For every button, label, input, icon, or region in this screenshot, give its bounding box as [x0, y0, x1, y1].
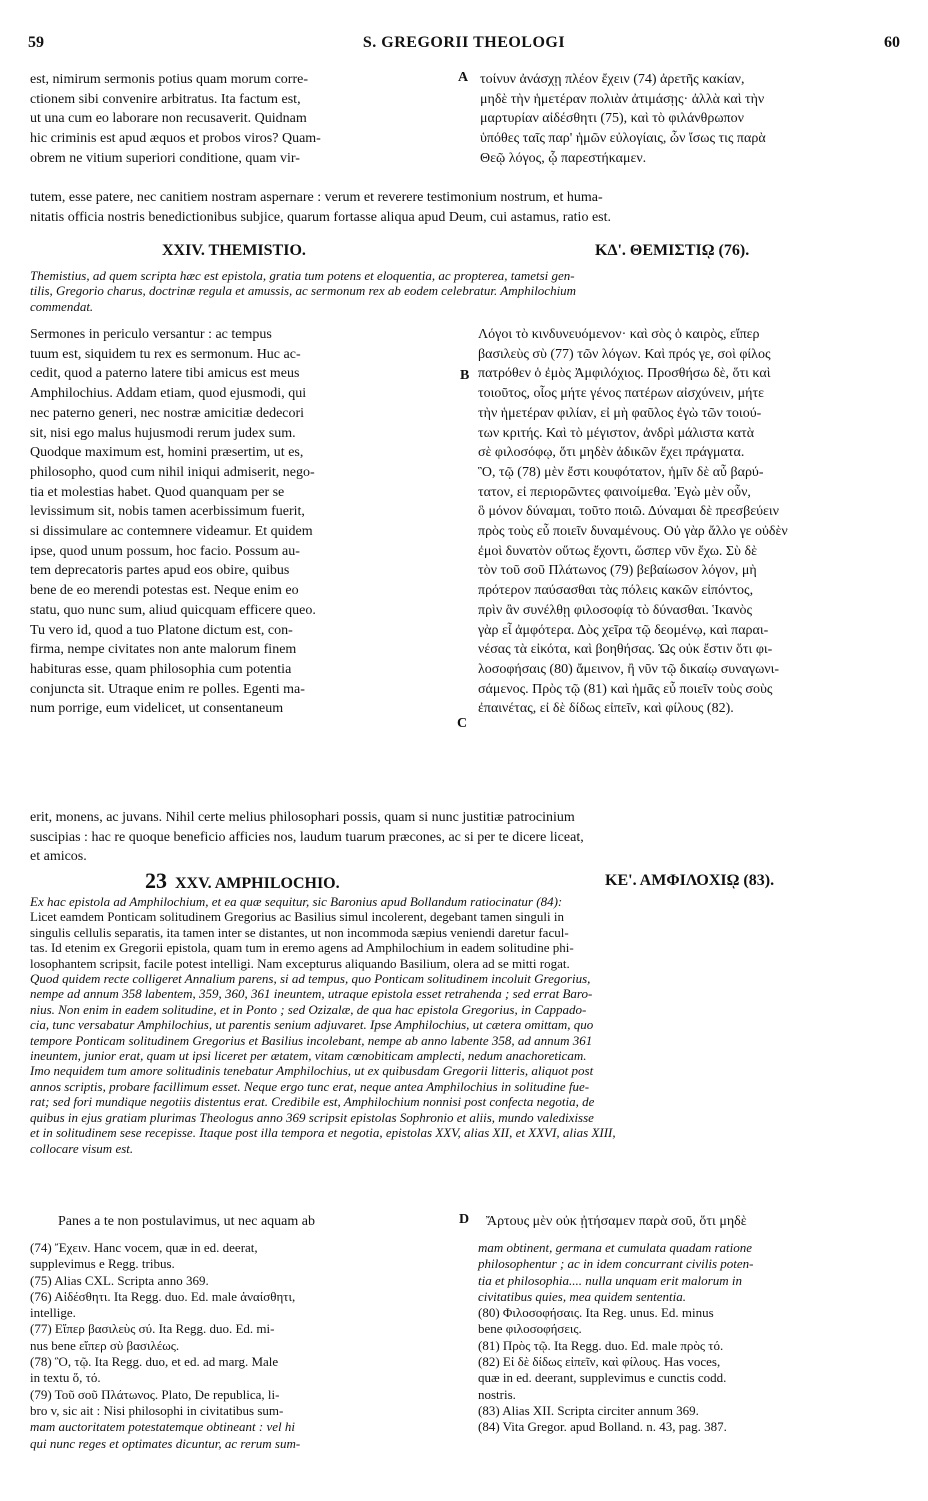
epistle-25-title-latin [145, 868, 340, 894]
text-line: commendat. [30, 298, 94, 314]
text-line: tilis, Gregorio charus, doctrinæ regula et amussis, ac sermonum rex ab eodem celebratur. Amphilochium [30, 283, 577, 299]
text-line: bene de eo merendi potestas est. Neque enim eo [30, 583, 299, 599]
footnote-line: mam auctoritatem potestatemque obtineant : vel hi [30, 1419, 296, 1435]
footnote-line: (77) Εἴπερ βασιλεὺς σύ. Ita Regg. duo. Ed. mi- [30, 1321, 275, 1337]
text-line: Imo nequidem tum amore solitudinis tenebatur Amphilochius, ut ex quibusdam Gregorii litteris, aliquot post [30, 1063, 594, 1079]
text-line: νέσας τὰ εἰκότα, καὶ βοηθήσας. Ὡς οὐκ ἔστιν ὅτι φι- [478, 642, 773, 658]
margin-letter-c: C [457, 716, 468, 731]
text-line: obrem ne vitium superiori conditione, quam vir- [30, 150, 300, 166]
footnote-line: (80) Φιλοσοφήσαις. Ita Reg. unus. Ed. minus [478, 1305, 714, 1321]
text-line: βασιλεὺς σὺ (77) τῶν λόγων. Καὶ πρός γε, σοὶ φίλος [478, 346, 771, 362]
text-line: μηδὲ τὴν ἡμετέραν πολιὰν ἀτιμάσῃς· ἀλλὰ καὶ τὴν [480, 91, 765, 107]
text-line: ὃ μόνον δύναμαι, τοῦτο ποιῶ. Δύναμαι δὲ πρεσβεύειν [478, 504, 779, 520]
footnote-line: (84) Vita Gregor. apud Bolland. n. 43, pag. 387. [478, 1419, 727, 1435]
running-title: S. GREGORII THEOLOGI [362, 34, 566, 51]
text-line: nius. Non enim in eadem solitudine, et in Ponto ; sed Ozizalæ, de qua hac epistola Gregorius, in Cappado- [30, 1001, 587, 1017]
text-line: et in solitudinem sese recepisse. Itaque post illa tempora et negotia, epistolas XXV, alias XII, et XXVI, alias XIII, [30, 1125, 616, 1141]
text-line: Panes a te non postulavimus, ut nec aquam ab [58, 1214, 315, 1229]
text-line: τοίνυν ἀνάσχῃ πλέον ἔχειν (74) ἀρετῆς κακίαν, [480, 72, 745, 87]
text-line: cia, tunc versabatur Amphilochius, ut parentis senium adjuvaret. Ipse Amphilochius, ut cætera omittam, quo [30, 1017, 594, 1033]
text-line: ineuntem, junior erat, quam ut ipsi liceret per ætatem, vitam cœnobiticam amplecti, nedum anachoreticam. [30, 1048, 587, 1064]
text-line: τὴν ἡμετέραν φιλίαν, εἰ μὴ φαῦλος ἐγὼ τῶν τοιού- [478, 405, 762, 421]
text-line: Ὃ, τῷ (78) μὲν ἔστι κουφότατον, ἡμῖν δὲ αὖ βαρύ- [478, 464, 764, 480]
footnote-line: (83) Alias XII. Scripta circiter annum 369. [478, 1402, 699, 1418]
text-line: ὑπόθες ταῖς παρ' ἡμῶν εὐλογίαις, ὧν ἴσως τις παρὰ [480, 131, 766, 147]
text-line: annos scriptis, probare facillimum esset. Neque ergo tunc erat, neque antea Amphilochius in solitudine fue- [30, 1078, 590, 1094]
footnote-line: (78) Ὃ, τῷ. Ita Regg. duo, et ed. ad marg. Male [30, 1354, 279, 1370]
footnote-line: supplevimus e Regg. tribus. [30, 1256, 175, 1272]
text-line: των κριτής. Καὶ τὸ μέγιστον, ἀνδρὶ μάλιστα κατὰ [478, 425, 755, 441]
footnotes-left-column [30, 1240, 458, 1452]
text-line: nempe ad annum 358 labentem, 359, 360, 361 ineuntem, utraque epistola esset retrahenda ; sed errat Baro- [30, 986, 593, 1002]
text-line: λοσοφήσαις (80) ἄμεινον, ἢ νῦν τῷ δικαίῳ συναγωνι- [478, 661, 780, 677]
text-line: Sermones in periculo versantur : ac tempus [30, 327, 272, 342]
text-line: τατον, εἰ περιορῶντες φαινοίμεθα. Ἐγὼ μὲν οὖν, [478, 484, 751, 500]
text-line: Λόγοι τὸ κινδυνευόμενον· καὶ σὸς ὁ καιρὸς, εἴπερ [478, 327, 760, 342]
footnote-line: bene φιλοσοφήσεις. [478, 1321, 582, 1337]
text-line: Tu vero id, quod a tuo Platone dictum est, con- [30, 622, 293, 638]
text-line: Themistius, ad quem scripta hæc est epistola, gratia tum potens et eloquentia, ac propterea, tametsi gen- [30, 268, 575, 283]
text-line: si dissimulare ac contemnere videamur. Et quidem [30, 524, 313, 540]
footnote-line: intellige. [30, 1305, 76, 1321]
text-line: Quodque maximum est, homini præsertim, ut es, [30, 445, 304, 461]
text-line: collocare visum est. [30, 1140, 134, 1156]
footnote-line: (76) Αἰδέσθητι. Ita Regg. duo. Ed. male ἀναίσθητι, [30, 1288, 296, 1304]
text-line: num porrige, eum videlicet, ut consentaneum [30, 701, 284, 717]
top-greek-column [480, 70, 900, 169]
footnote-line: quæ in ed. deerant, supplevimus e cunctis codd. [478, 1370, 727, 1386]
column-number: 23 [145, 868, 167, 893]
text-line: tia et molestias habet. Quod quanquam per se [30, 484, 285, 500]
footnote-line: mam obtinent, germana et cumulata quadam ratione [478, 1240, 753, 1255]
text-line: Licet eamdem Ponticam solitudinem Gregorius ac Basilius simul incolerent, degebant tamen singuli in [30, 909, 564, 925]
text-line: ἐπαινέτας, εἰ δὲ δίδως εἰπεῖν, καὶ φίλους (82). [478, 701, 734, 717]
page-number-right: 60 [884, 34, 900, 51]
text-line: habituras esse, quam philosophia cum potentia [30, 661, 292, 677]
text-line: Quod quidem recte colligeret Annalium parens, si ad tempus, quo Ponticam solitudinem incoluit Gregorius, [30, 971, 591, 987]
text-line: ἐμοὶ δυνατὸν οὕτως ἔχοντι, ὥσπερ νῦν ἔχω. Σὺ δὲ [478, 543, 757, 559]
text-line: rat; sed fori mundique negotiis distentus erat. Credibile est, Amphilochium nonnisi post confecta negotia, de [30, 1094, 595, 1110]
page-number-left: 59 [28, 34, 44, 51]
epistle-24-full-width-text [30, 808, 900, 867]
epistle-24-summary [30, 268, 900, 314]
text-line: πρότερον παύσασθαι τὰς πόλεις κακῶν εἰπόντος, [478, 583, 754, 599]
text-line: tuum est, siquidem tu rex es sermonum. Huc ac- [30, 346, 301, 362]
text-line: conjuncta sit. Utraque enim re polles. Egenti ma- [30, 681, 305, 697]
text-line: firma, nempe civitates non ante malorum finem [30, 642, 297, 658]
footnote-line: (82) Εἰ δὲ δίδως εἰπεῖν, καὶ φίλους. Has voces, [478, 1354, 721, 1370]
text-line: ctionem sibi convenire arbitratus. Ita factum est, [30, 91, 301, 107]
epistle-24-title-greek: ΚΔ'. ΘΕΜΙΣΤΙῼ (76). [595, 242, 750, 259]
text-line: statu, quo nunc sum, aliud quicquam efficere queo. [30, 602, 316, 618]
text-line: πατρόθεν ὁ ἐμὸς Ἀμφιλόχιος. Προσθήσω δὲ, ὅτι καὶ [478, 366, 771, 382]
text-line: Θεῷ λόγος, ᾧ παρεστήκαμεν. [480, 150, 647, 166]
footnote-line: (79) Τοῦ σοῦ Πλάτωνος. Plato, De republica, li- [30, 1386, 280, 1402]
epistle-25-greek-start [486, 1212, 900, 1232]
running-header [28, 34, 900, 54]
text-line: et amicos. [30, 849, 87, 865]
text-line: πρὸς τοὺς εὖ ποιεῖν δυναμένους. Οὐ γὰρ ἄλλο γε οὐδὲν [478, 524, 788, 540]
footnote-line: (75) Alias CXL. Scripta anno 369. [30, 1272, 209, 1288]
epistle-24-title-latin: XXIV. THEMISTIO. [162, 242, 306, 259]
text-line: τὸν τοῦ σοῦ Πλάτωνος (79) βεβαίωσον λόγον, μὴ [478, 563, 757, 579]
epistle-24-greek-column [478, 325, 900, 719]
footnote-line: qui nunc reges et optimates dicuntur, ac rerum sum- [30, 1435, 301, 1451]
epistle-25-title-text: XXV. AMPHILOCHIO. [175, 875, 340, 892]
text-line: μαρτυρίαν αἰδέσθητι (75), καὶ τὸ φιλάνθρωπον [480, 111, 744, 127]
text-line: σὲ φιλοσόφῳ, ὅτι μηδὲν ἀδικῶν ἔχει πράγματα. [478, 445, 745, 461]
text-line: σάμενος. Πρὸς τῷ (81) καὶ ἡμᾶς εὖ ποιεῖν τοὺς σοὺς [478, 681, 773, 697]
text-line: tutem, esse patere, nec canitiem nostram aspernare : verum et reverere testimonium nostrum, et huma- [30, 190, 603, 205]
text-line: est, nimirum sermonis potius quam morum corre- [30, 72, 309, 87]
text-line: Ex hac epistola ad Amphilochium, et ea quæ sequitur, sic Baronius apud Bollandum ratiocinatur (84): [30, 894, 563, 909]
top-latin-column [30, 70, 458, 169]
text-line: hic criminis est apud æquos et probos viros? Quam- [30, 131, 321, 147]
footnote-line: civitatibus quies, mea quidem sententia. [478, 1288, 686, 1304]
text-line: Amphilochius. Addam etiam, quod ejusmodi, qui [30, 386, 307, 402]
text-line: cedit, quod a paterno latere tibi amicus est meus [30, 366, 300, 382]
text-line: erit, monens, ac juvans. Nihil certe melius philosophari possis, quam si nunc justitiæ patrocinium [30, 810, 575, 825]
text-line: tem deprecatoris partes apud eos obire, quibus [30, 563, 290, 579]
text-line: nec paterno generi, nec nostræ amicitiæ dedecori [30, 405, 305, 421]
text-line: πρὶν ἂν συνέλθῃ φιλοσοφίᾳ τὸ δύνασθαι. Ἱκανὸς [478, 602, 753, 618]
text-line: levissimum sit, nobis tamen acerbissimum fuerit, [30, 504, 305, 520]
margin-letter-d: D [459, 1212, 470, 1227]
footnote-line: nus bene εἴπερ σὺ βασιλέως. [30, 1337, 180, 1353]
footnote-line: nostris. [478, 1386, 516, 1402]
footnote-line: bro v, sic ait : Nisi philosophi in civitatibus sum- [30, 1402, 284, 1418]
epistle-24-latin-column [30, 325, 458, 719]
text-line: quibus in ejus gratiam plurimas Theologus anno 369 scripsit epistolas Sophronio et aliis, mundo valedixisse [30, 1109, 594, 1125]
epistle-25-introduction [30, 894, 900, 1156]
text-line: singulis cellulis separatis, ita tamen inter se distantes, ut non incommoda sæpius veniendi daretur facul- [30, 924, 569, 940]
text-line: suscipias : hac re quoque beneficio afficies nos, laudum tuarum præcones, ac si per te dicere liceat, [30, 829, 584, 845]
top-full-width-text [30, 188, 900, 227]
text-line: γὰρ εἶ ἀμφότερα. Δὸς χεῖρα τῷ δεομένῳ, καὶ παραι- [478, 622, 769, 638]
footnote-line: (74) Ἔχειν. Hanc vocem, quæ in ed. deerat, [30, 1240, 258, 1255]
margin-letter-b: B [460, 368, 470, 383]
epistle-25-latin-start [58, 1212, 458, 1232]
text-line: philosopho, quod cum nihil iniqui admiserit, nego- [30, 464, 315, 480]
text-line: τοιοῦτος, οἷος μήτε γένος πατέρων αἰσχύνειν, μήτε [478, 386, 764, 402]
text-line: sit, nisi ego malus hujusmodi rerum judex sum. [30, 425, 296, 441]
text-line: tas. Id etenim ex Gregorii epistola, quam tum in eremo agens ad Amphilochium in eadem solitudine phi- [30, 940, 574, 956]
text-line: ut una cum eo laborare non recusaverit. Quidnam [30, 111, 307, 127]
text-line: losophantem scripsit, facile potest intelligi. Nam excepturus aliquando Basilium, olera ad se mitti rogat. [30, 955, 570, 971]
footnote-line: tia et philosophia.... nulla unquam erit malorum in [478, 1272, 742, 1288]
text-line: tempore Ponticam solitudinem Gregorius et Basilius incolebant, nempe ab anno labente 358, ad annum 361 [30, 1032, 593, 1048]
text-line: nitatis officia nostris benedictionibus subjice, quarum fortasse aliqua apud Deum, cui astamus, ratio est. [30, 209, 611, 225]
footnote-line: philosophentur ; ac in idem concurrant civilis poten- [478, 1256, 754, 1272]
text-line: Ἄρτους μὲν οὐκ ᾐτήσαμεν παρὰ σοῦ, ὅτι μηδὲ [486, 1214, 747, 1229]
epistle-25-title-greek: ΚΕ'. ΑΜΦΙΛΟΧΙῼ (83). [605, 872, 775, 889]
footnote-line: (81) Πρὸς τῷ. Ita Regg. duo. Ed. male πρὸς τό. [478, 1337, 724, 1353]
text-line: ipse, quod unum possum, hoc facio. Possum au- [30, 543, 300, 559]
margin-letter-a: A [458, 70, 469, 85]
footnote-line: in textu ὅ, τό. [30, 1370, 101, 1386]
footnotes-right-column [478, 1240, 900, 1436]
